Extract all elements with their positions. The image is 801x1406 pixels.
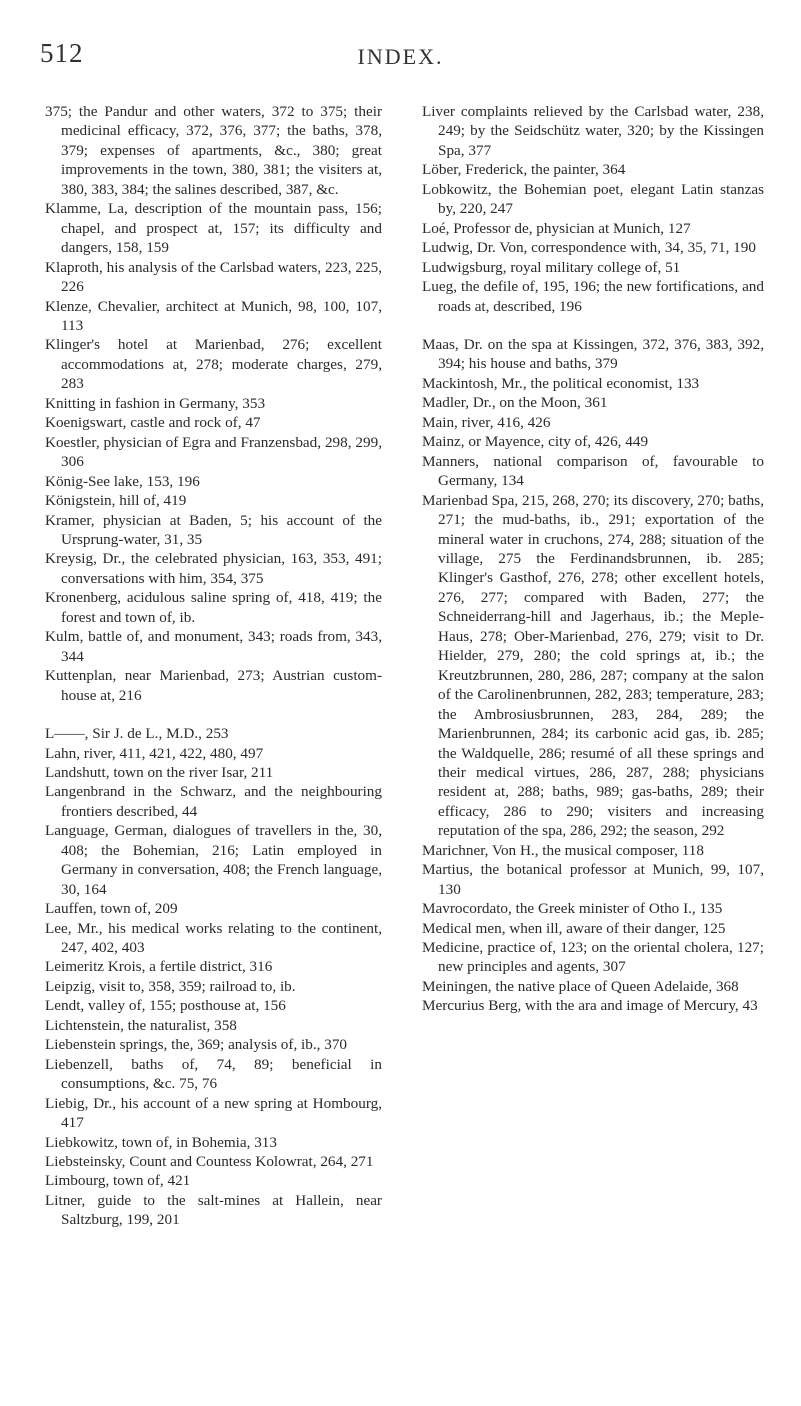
index-entry: Main, river, 416, 426 [422, 413, 551, 431]
index-entry: Ludwig, Dr. Von, correspondence with, 34, 35, 71, 190 [422, 239, 756, 257]
index-entry: Lobkowitz, the Bohemian poet, elegant Latin stanzas by, 220, 247 [422, 180, 764, 218]
index-entry: König-See lake, 153, 196 [45, 472, 200, 490]
index-entry: Mackintosh, Mr., the political economist, 133 [422, 374, 700, 392]
index-entry: Leipzig, visit to, 358, 359; railroad to, ib. [45, 977, 296, 995]
index-entry: Liebsteinsky, Count and Countess Kolowrat, 264, 271 [45, 1153, 374, 1171]
index-entry: Limbourg, town of, 421 [45, 1172, 191, 1190]
index-entry: Klaproth, his analysis of the Carlsbad waters, 223, 225, 226 [45, 258, 382, 296]
index-entry: Language, German, dialogues of travellers in the, 30, 408; the Bohemian, 216; Latin employed in Germany in conversation, 408; the French language, 30, 164 [45, 822, 382, 898]
index-entry: Kuttenplan, near Marienbad, 273; Austrian custom-house at, 216 [45, 667, 382, 704]
index-entry: Langenbrand in the Schwarz, and the neighbouring frontiers described, 44 [45, 783, 382, 820]
index-entry: Klamme, La, description of the mountain pass, 156; chapel, and prospect at, 157; its difficulty and dangers, 158, 159 [45, 200, 382, 257]
running-head: INDEX. [357, 44, 444, 69]
index-entry: Klenze, Chevalier, architect at Munich, 98, 100, 107, 113 [45, 297, 382, 334]
index-entry: Medicine, practice of, 123; on the oriental cholera, 127; new principles and agents, 307 [422, 939, 764, 976]
index-entry: L——, Sir J. de L., M.D., 253 [45, 725, 229, 743]
index-entry: Liebenstein springs, the, 369; analysis of, ib., 370 [45, 1036, 348, 1054]
index-entry: Koestler, physician of Egra and Franzensbad, 298, 299, 306 [45, 433, 382, 471]
index-entry: Kreysig, Dr., the celebrated physician, 163, 353, 491; conversations with him, 354, 375 [45, 550, 382, 587]
index-column-right [422, 102, 764, 1016]
index-entry: Martius, the botanical professor at Munich, 99, 107, 130 [422, 861, 764, 898]
index-entry: Meiningen, the native place of Queen Adelaide, 368 [422, 977, 739, 995]
index-entry: Landshutt, town on the river Isar, 211 [45, 763, 274, 781]
index-entry: Kramer, physician at Baden, 5; his account of the Ursprung-water, 31, 35 [45, 511, 382, 548]
index-entry: Liebkowitz, town of, in Bohemia, 313 [45, 1133, 277, 1151]
section-gap [45, 705, 382, 724]
index-entry: Maas, Dr. on the spa at Kissingen, 372, 376, 383, 392, 394; his house and baths, 379 [422, 335, 764, 373]
index-entry: Madler, Dr., on the Moon, 361 [422, 394, 608, 412]
index-column-left [45, 102, 382, 1230]
index-entry: Leimeritz Krois, a fertile district, 316 [45, 958, 273, 976]
index-entry: Marichner, Von H., the musical composer, 118 [422, 841, 704, 859]
index-entry: Lueg, the defile of, 195, 196; the new fortifications, and roads at, described, 196 [422, 278, 764, 315]
index-entry: Manners, national comparison of, favourable to Germany, 134 [422, 452, 764, 490]
section-gap [422, 316, 764, 335]
index-entry: Lendt, valley of, 155; posthouse at, 156 [45, 997, 286, 1015]
index-entry: Loé, Professor de, physician at Munich, 127 [422, 219, 691, 237]
index-entry: Kronenberg, acidulous saline spring of, 418, 419; the forest and town of, ib. [45, 589, 382, 626]
index-entry: Lee, Mr., his medical works relating to the continent, 247, 402, 403 [45, 919, 382, 957]
index-entry: 375; the Pandur and other waters, 372 to 375; their medicinal efficacy, 372, 376, 377; the baths, 378, 379; expenses of apartments, &c., 380; great improvements in the town, 380, 381; the visiters at, 380, 383, 384; the salines described, 387, &c. [45, 103, 382, 198]
index-entry: Löber, Frederick, the painter, 364 [422, 161, 626, 179]
index-entry: Klinger's hotel at Marienbad, 276; excellent accommodations at, 278; moderate charges, 279, 283 [45, 336, 382, 393]
index-entry: Liebig, Dr., his account of a new spring at Hombourg, 417 [45, 1094, 382, 1132]
index-entry: Litner, guide to the salt-mines at Hallein, near Saltzburg, 199, 201 [45, 1191, 382, 1229]
index-entry: Liebenzell, baths of, 74, 89; beneficial in consumptions, &c. 75, 76 [45, 1055, 382, 1093]
index-entry: Lichtenstein, the naturalist, 358 [45, 1016, 237, 1034]
index-entry: Knitting in fashion in Germany, 353 [45, 394, 266, 412]
index-entry: Kulm, battle of, and monument, 343; roads from, 343, 344 [45, 628, 382, 665]
page-number: 512 [40, 38, 84, 68]
index-entry: Mainz, or Mayence, city of, 426, 449 [422, 433, 649, 451]
index-entry: Liver complaints relieved by the Carlsbad water, 238, 249; by the Seidschütz water, 320; by the Kissingen Spa, 377 [422, 103, 764, 159]
index-entry: Ludwigsburg, royal military college of, 51 [422, 258, 681, 276]
index-entry: Mercurius Berg, with the ara and image of Mercury, 43 [422, 997, 758, 1015]
index-entry: Medical men, when ill, aware of their danger, 125 [422, 919, 726, 937]
index-entry: Mavrocordato, the Greek minister of Otho I., 135 [422, 900, 723, 918]
index-entry: Lahn, river, 411, 421, 422, 480, 497 [45, 744, 264, 762]
index-entry: Lauffen, town of, 209 [45, 900, 178, 918]
index-entry: Marienbad Spa, 215, 268, 270; its discovery, 270; baths, 271; the mud-baths, ib., 291; exportation of the mineral water in cruchons, 274, 288; situation of the village, 275 the Ferdinandsbrunnen, ib. 285; Klinger's Gasthof, 276, 278; other excellent hotels, 276, 277; compared with Baden, 277; the Schneiderrang-hill and Jagerhaus, ib.; the Meple-Haus, 278; Ober-Marienbad, 276, 279; visit to Dr. Hielder, 279, 280; the cold springs at, ib.; the Kreutzbrunnen, 280, 286, 287; company at the salon of the Carolinenbrunnen, 282, 283; temperature, 283; the Ambrosiusbrunnen, 283, 284, 289; the Marienbrunnen, 284; its carbonic acid gas, ib. 285; the Waldquelle, 286; resumé of all these springs and their medical virtues, 286, 287, 288; physicians resident at, 288; baths, 989; gas-baths, 289; their efficacy, 286 to 290; visiters and increasing reputation of the spa, 286, 292; the season, 292 [422, 491, 764, 840]
index-entry: Königstein, hill of, 419 [45, 492, 187, 510]
index-entry: Koenigswart, castle and rock of, 47 [45, 414, 261, 432]
